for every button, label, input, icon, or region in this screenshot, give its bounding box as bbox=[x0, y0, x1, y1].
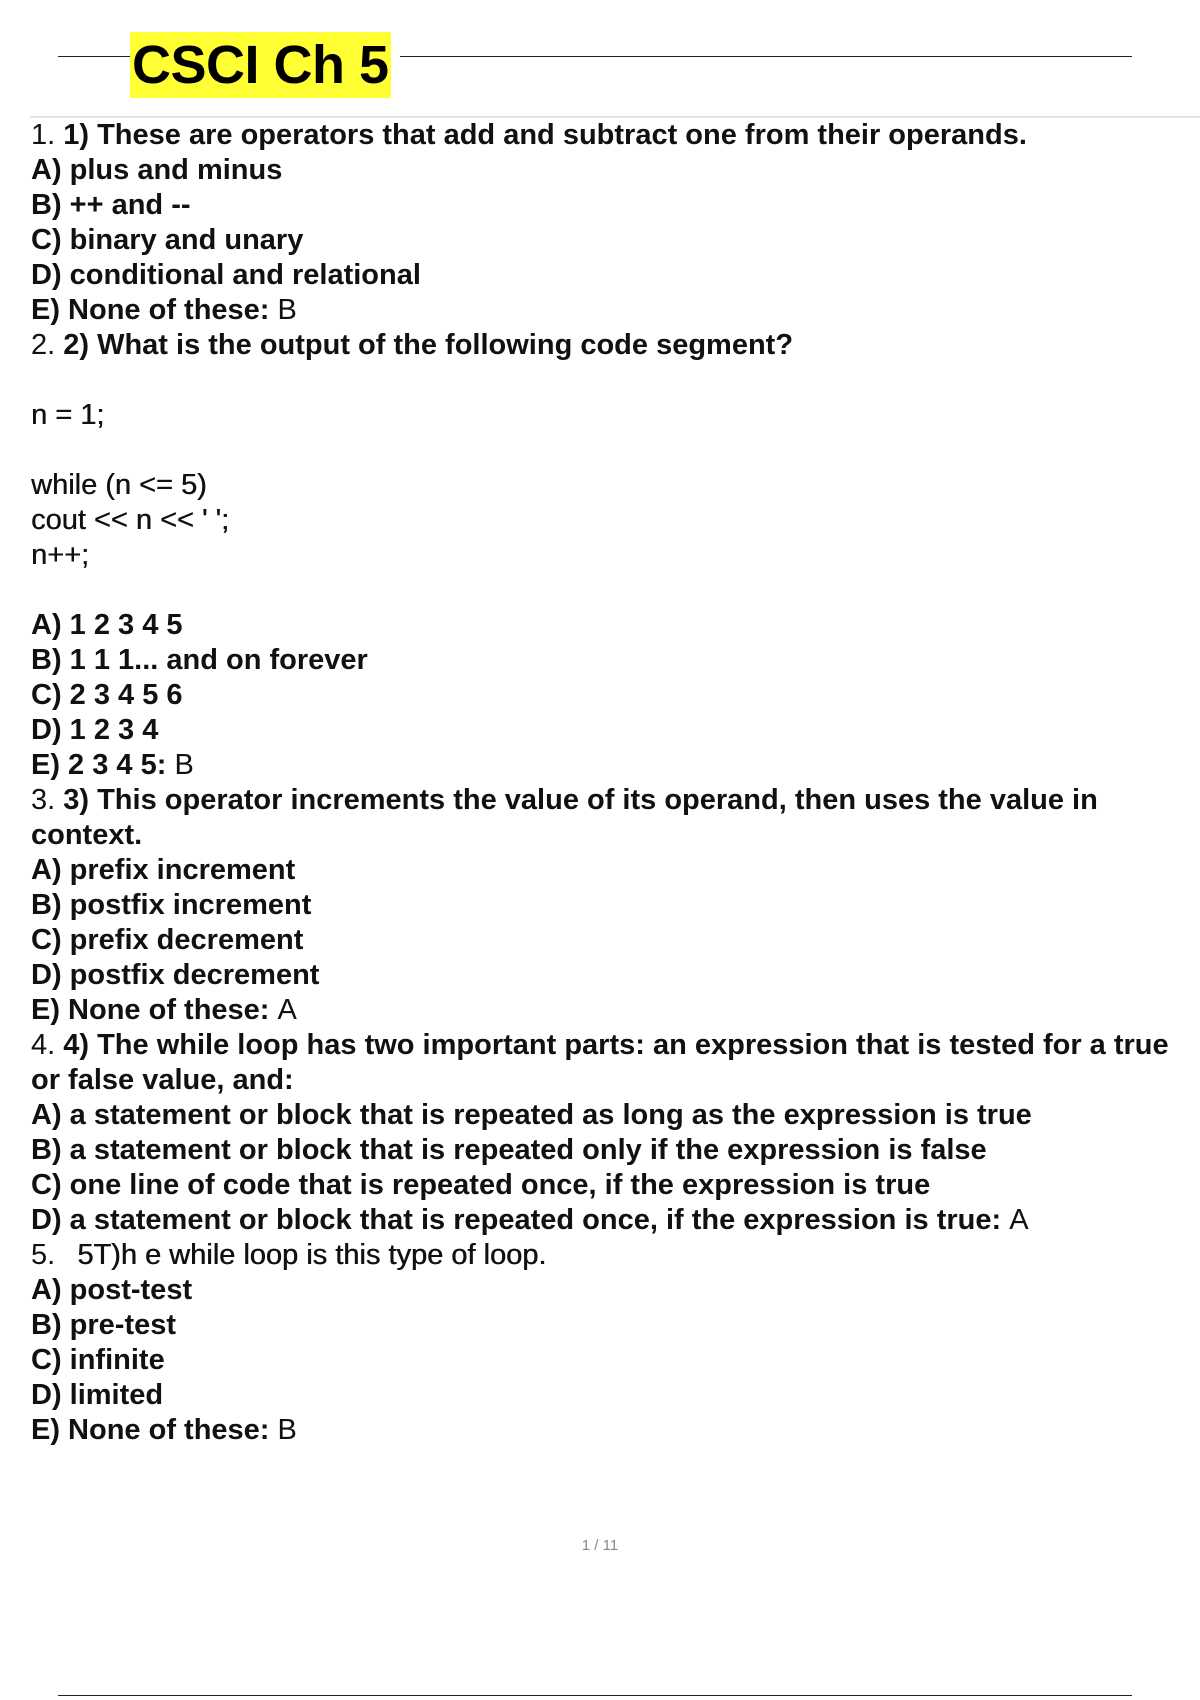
document-title: CSCI Ch 5 bbox=[130, 32, 391, 98]
answer-option: D) conditional and relational bbox=[31, 259, 421, 291]
answer-option: A) prefix increment bbox=[31, 854, 296, 886]
title-rule-left bbox=[58, 56, 130, 57]
answer-option: B) ++ and -- bbox=[31, 189, 191, 221]
question-number: 2. bbox=[31, 329, 56, 361]
code-line: while (n <= 5) bbox=[31, 469, 207, 501]
question-prompt: 4. 4) The while loop has two important parts: an expression that is tested for a true or false value, and: bbox=[31, 1029, 1169, 1096]
answer-option: D) limited bbox=[31, 1379, 164, 1411]
question-number: 5. bbox=[31, 1239, 56, 1271]
code-line: cout << n << ' '; bbox=[31, 504, 230, 536]
question-prompt: 5. 5T)h e while loop is this type of loop. bbox=[31, 1239, 547, 1271]
answer-option: B) postfix increment bbox=[31, 889, 312, 921]
answer-option-with-key: D) a statement or block that is repeated once, if the expression is true: A bbox=[31, 1204, 1029, 1236]
answer-option: C) binary and unary bbox=[31, 224, 304, 256]
answer-option: D) postfix decrement bbox=[31, 959, 320, 991]
answer-option: C) 2 3 4 5 6 bbox=[31, 679, 183, 711]
question-3 bbox=[31, 783, 1196, 1028]
question-1 bbox=[31, 118, 1196, 328]
question-prompt: 1. 1) These are operators that add and subtract one from their operands. bbox=[31, 119, 1027, 151]
answer-option-with-key: E) None of these: A bbox=[31, 994, 297, 1026]
answer-option: A) post-test bbox=[31, 1274, 193, 1306]
page-indicator: 1 / 11 bbox=[581, 1537, 619, 1554]
answer-option-with-key: E) None of these: B bbox=[31, 294, 297, 326]
answer-option: B) a statement or block that is repeated only if the expression is false bbox=[31, 1134, 987, 1166]
answer-key: B bbox=[277, 1414, 297, 1446]
question-number: 1. bbox=[31, 119, 56, 151]
answer-option-with-key: E) None of these: B bbox=[31, 1414, 297, 1446]
question-2 bbox=[31, 328, 1196, 783]
answer-option: A) a statement or block that is repeated as long as the expression is true bbox=[31, 1099, 1032, 1131]
question-number: 3. bbox=[31, 784, 56, 816]
answer-option: C) prefix decrement bbox=[31, 924, 304, 956]
answer-option: B) 1 1 1... and on forever bbox=[31, 644, 368, 676]
footer-rule bbox=[58, 1695, 1132, 1696]
title-rule-right bbox=[400, 56, 1132, 57]
question-number: 4. bbox=[31, 1029, 56, 1061]
question-prompt: 3. 3) This operator increments the value of its operand, then uses the value in context. bbox=[31, 784, 1098, 851]
answer-option: D) 1 2 3 4 bbox=[31, 714, 159, 746]
question-5 bbox=[31, 1238, 1196, 1448]
answer-option-with-key: E) 2 3 4 5: B bbox=[31, 749, 194, 781]
answer-key: A bbox=[277, 994, 297, 1026]
question-prompt: 2. 2) What is the output of the following code segment? bbox=[31, 329, 794, 361]
answer-option: A) plus and minus bbox=[31, 154, 283, 186]
question-list bbox=[31, 118, 1196, 1448]
code-line: n = 1; bbox=[31, 399, 105, 431]
answer-option: B) pre-test bbox=[31, 1309, 177, 1341]
answer-option: C) one line of code that is repeated once, if the expression is true bbox=[31, 1169, 931, 1201]
answer-key: A bbox=[1009, 1204, 1029, 1236]
answer-key: B bbox=[174, 749, 194, 781]
answer-option: C) infinite bbox=[31, 1344, 165, 1376]
answer-key: B bbox=[277, 294, 297, 326]
code-line: n++; bbox=[31, 539, 90, 571]
question-4 bbox=[31, 1028, 1196, 1238]
answer-option: A) 1 2 3 4 5 bbox=[31, 609, 183, 641]
